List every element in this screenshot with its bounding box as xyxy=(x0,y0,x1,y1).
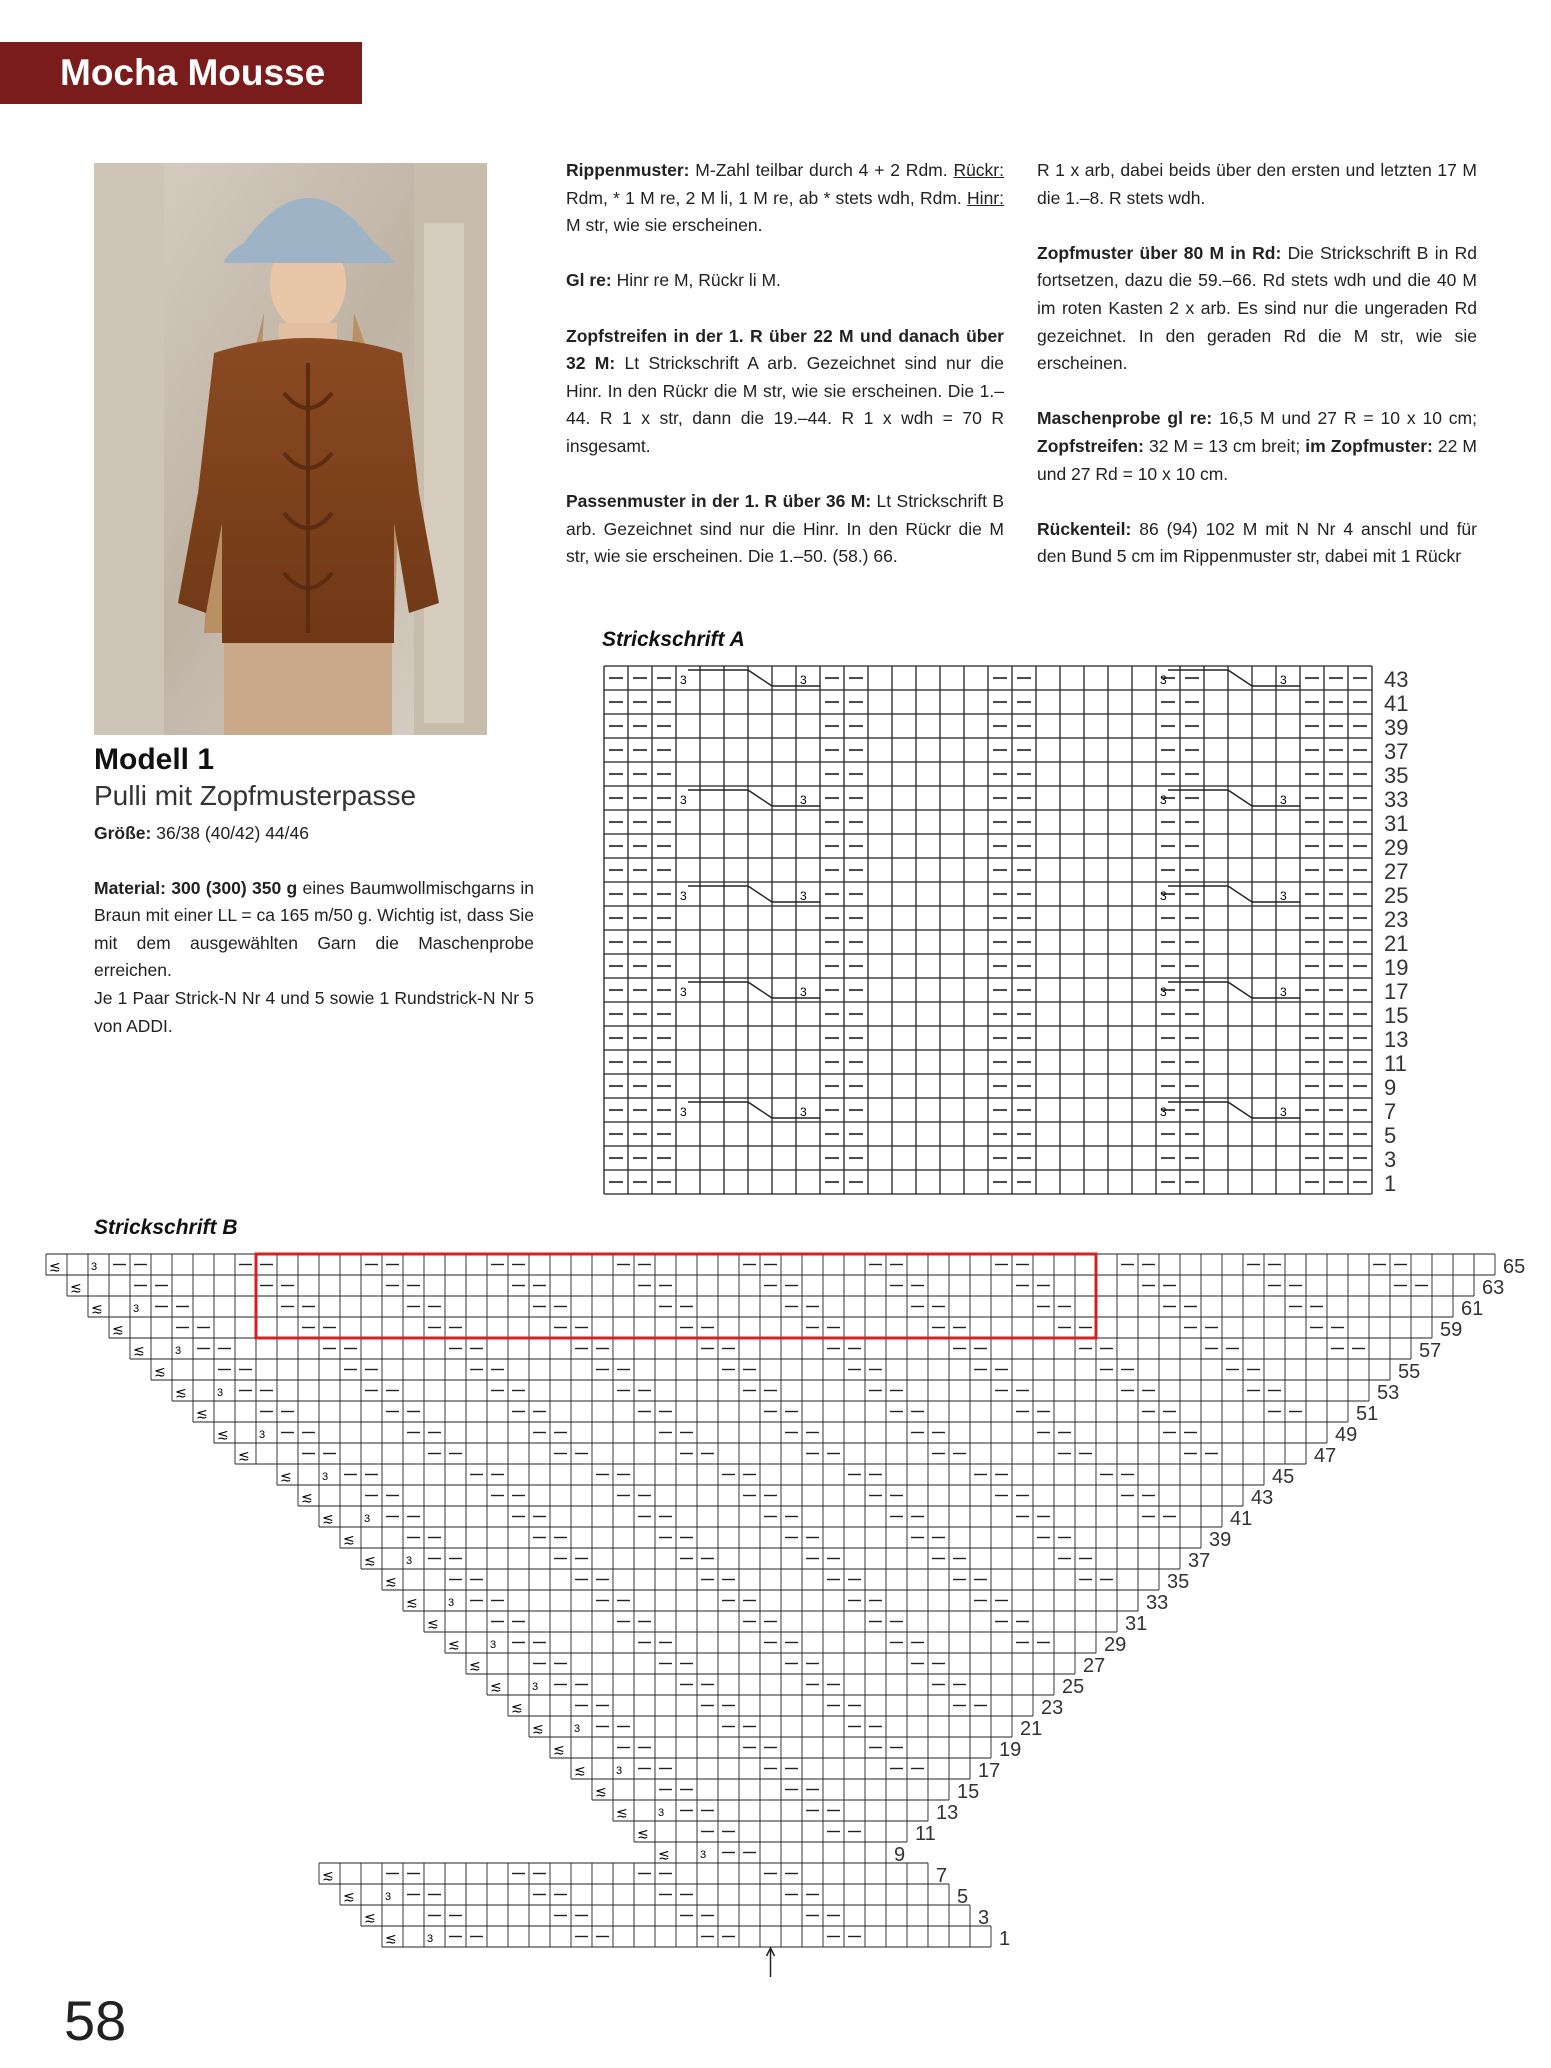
decrease-symbol: ≲ xyxy=(385,1931,397,1947)
chart-a-row-label: 1 xyxy=(1384,1171,1397,1196)
zopfmuster-text: Die Strickschrift B in Rd fortsetzen, dazu die 59.–66. Rd stets wdh und die 40 M im roten Kasten 2 x arb. Es sind nur die ungeraden Rd gezeichnet. In den geraden Rd die M str, wie sie erscheinen. xyxy=(1037,242,1478,374)
decrease-symbol: ≲ xyxy=(658,1847,670,1863)
cable-label: 3 xyxy=(532,1681,539,1693)
chart-a-grid xyxy=(604,666,1372,1194)
cable-label: 3 xyxy=(1280,793,1287,807)
passen-label: Passenmuster in der 1. R über 36 M: xyxy=(566,491,872,512)
cable-label: 3 xyxy=(574,1723,581,1735)
decrease-symbol: ≲ xyxy=(49,1259,61,1275)
cable-label: 3 xyxy=(259,1429,266,1441)
cable-label: 3 xyxy=(680,793,687,807)
cable-label: 3 xyxy=(133,1303,140,1315)
zopfstreifen2-label: Zopfstreifen: xyxy=(1037,435,1144,456)
cable-label: 3 xyxy=(406,1555,413,1567)
cable-label: 3 xyxy=(680,985,687,999)
chart-a-row-label: 3 xyxy=(1384,1147,1397,1172)
ruecken-label: Rückenteil: xyxy=(1037,518,1132,539)
decrease-symbol: ≲ xyxy=(133,1343,145,1359)
cable-label: 3 xyxy=(1280,985,1287,999)
decrease-symbol: ≲ xyxy=(490,1679,502,1695)
zopfstreifen2-text: 32 M = 13 cm breit; xyxy=(1143,435,1306,456)
cable-label: 3 xyxy=(680,889,687,903)
size-value: 36/38 (40/42) 44/46 xyxy=(151,823,309,843)
rippen-text2: Rdm, * 1 M re, 2 M li, 1 M re, ab * stets wdh, Rdm. xyxy=(566,187,968,208)
decrease-symbol: ≲ xyxy=(112,1322,124,1338)
passen-text: Lt Strickschrift B arb. Gezeichnet sind nur die Hinr. In den Rückr die M str, wie sie erscheinen. Die 1.–50. (58.) 66. xyxy=(566,491,1004,567)
chart-b-row-label: 35 xyxy=(1167,1571,1190,1593)
instructions-column-1 xyxy=(566,157,1004,599)
page-number: 58 xyxy=(64,1989,127,2052)
decrease-symbol: ≲ xyxy=(448,1637,460,1653)
chart-a-row-label: 5 xyxy=(1384,1123,1397,1148)
chart-b-row-label: 33 xyxy=(1146,1592,1169,1614)
cable-label: 3 xyxy=(800,673,807,687)
material-text: eines Baumwollmischgarns in Braun mit einer LL = ca 165 m/50 g. Wichtig ist, dass Sie mit dem ausgewählten Garn die Maschenprobe erreichen. xyxy=(94,877,534,981)
decrease-symbol: ≲ xyxy=(637,1826,649,1842)
chart-b-row-label: 17 xyxy=(978,1760,1001,1782)
decrease-symbol: ≲ xyxy=(553,1742,565,1758)
rippen-label: Rippenmuster: xyxy=(566,160,690,180)
model-info xyxy=(94,742,534,1040)
chart-a-row-label: 43 xyxy=(1384,667,1409,692)
decrease-symbol: ≲ xyxy=(511,1700,523,1716)
rippen-text: M-Zahl teilbar durch 4 + 2 Rdm. xyxy=(689,160,954,180)
material-label: Material: 300 (300) 350 g xyxy=(94,877,298,898)
chart-b-row-label: 13 xyxy=(936,1802,959,1824)
rippen-rueckr: Rückr: xyxy=(953,160,1004,180)
chart-b-row-label: 25 xyxy=(1062,1676,1085,1698)
chart-a-row-label: 17 xyxy=(1384,979,1409,1004)
cable-label: 3 xyxy=(490,1639,497,1651)
chart-a-row-label: 23 xyxy=(1384,907,1409,932)
section-banner: Mocha Mousse xyxy=(0,42,362,104)
cable-label: 3 xyxy=(700,1849,707,1861)
cable-label: 3 xyxy=(1160,793,1167,807)
chart-b-row-label: 7 xyxy=(936,1865,948,1887)
chart-a-row-label: 29 xyxy=(1384,835,1409,860)
chart-b-row-label: 19 xyxy=(999,1739,1022,1761)
chart-b-row-label: 51 xyxy=(1356,1403,1379,1425)
decrease-symbol: ≲ xyxy=(322,1868,334,1884)
decrease-symbol: ≲ xyxy=(322,1511,334,1527)
cable-label: 3 xyxy=(364,1513,371,1525)
chart-b-row-label: 43 xyxy=(1251,1487,1274,1509)
chart-b-row-label: 15 xyxy=(957,1781,980,1803)
chart-a-row-label: 7 xyxy=(1384,1099,1397,1124)
decrease-symbol: ≲ xyxy=(343,1532,355,1548)
chart-b-row-label: 5 xyxy=(957,1886,969,1908)
chart-b-row-label: 63 xyxy=(1482,1277,1505,1299)
size-label: Größe: xyxy=(94,823,152,843)
cable-label: 3 xyxy=(91,1261,98,1273)
chart-b-row-label: 39 xyxy=(1209,1529,1232,1551)
cable-label: 3 xyxy=(1160,889,1167,903)
chart-b-row-label: 31 xyxy=(1125,1613,1148,1635)
cable-label: 3 xyxy=(680,1105,687,1119)
cable-label: 3 xyxy=(1280,1105,1287,1119)
decrease-symbol: ≲ xyxy=(385,1574,397,1590)
decrease-symbol: ≲ xyxy=(280,1469,292,1485)
chart-b-grid xyxy=(46,1254,1495,1947)
zopfstreifen-label: Zopfstreifen in der 1. R über 22 M und danach über 32 M: xyxy=(566,325,1004,374)
decrease-symbol: ≲ xyxy=(469,1658,481,1674)
glre-label: Gl re: xyxy=(566,270,612,291)
chart-a-row-label: 25 xyxy=(1384,883,1409,908)
chart-a-row-label: 15 xyxy=(1384,1003,1409,1028)
chart-b-row-label: 29 xyxy=(1104,1634,1127,1656)
decrease-symbol: ≲ xyxy=(427,1616,439,1632)
chart-b-row-label: 3 xyxy=(978,1907,990,1929)
chart-a-row-label: 13 xyxy=(1384,1027,1409,1052)
size-line xyxy=(94,820,534,848)
cable-label: 3 xyxy=(800,1105,807,1119)
rippen-text3: M str, wie sie erscheinen. xyxy=(566,215,763,236)
chart-b-row-label: 57 xyxy=(1419,1340,1442,1362)
chart-a-row-label: 39 xyxy=(1384,715,1409,740)
decrease-symbol: ≲ xyxy=(532,1721,544,1737)
chart-a-row-label: 37 xyxy=(1384,739,1409,764)
zopfmuster-label: Zopfmuster über 80 M in Rd: xyxy=(1037,242,1282,263)
cable-label: 3 xyxy=(1280,673,1287,687)
cable-label: 3 xyxy=(658,1807,665,1819)
cable-label: 3 xyxy=(385,1891,392,1903)
chart-a xyxy=(600,662,1420,1202)
decrease-symbol: ≲ xyxy=(154,1364,166,1380)
cable-label: 3 xyxy=(427,1933,434,1945)
chart-b-row-label: 41 xyxy=(1230,1508,1253,1530)
cable-label: 3 xyxy=(1160,985,1167,999)
maschenprobe-paragraph xyxy=(1037,405,1477,488)
rueckenteil-paragraph xyxy=(1037,516,1477,571)
decrease-symbol: ≲ xyxy=(91,1301,103,1317)
ruecken-text: 86 (94) 102 M mit N Nr 4 anschl und für den Bund 5 cm im Rippenmuster str, dabei mit 1 Rückr xyxy=(1037,518,1477,567)
rippenmuster-paragraph xyxy=(566,157,1004,240)
glre-paragraph xyxy=(566,267,1004,295)
cable-label: 3 xyxy=(1160,1105,1167,1119)
chart-b-row-label: 47 xyxy=(1314,1445,1337,1467)
chart-b-row-label: 23 xyxy=(1041,1697,1064,1719)
cable-label: 3 xyxy=(1280,889,1287,903)
model-photo xyxy=(94,163,487,735)
decrease-symbol: ≲ xyxy=(301,1490,313,1506)
needles-text: Je 1 Paar Strick-N Nr 4 und 5 sowie 1 Rundstrick-N Nr 5 von ADDI. xyxy=(94,987,534,1036)
chart-b-row-label: 49 xyxy=(1335,1424,1358,1446)
cable-label: 3 xyxy=(680,673,687,687)
zopfstreifen-text: Lt Strickschrift A arb. Gezeichnet sind nur die Hinr. In den Rückr die M str, wie sie erscheinen. Die 1.–44. R 1 x str, dann die 19.–44. R 1 x wdh = 70 R insgesamt. xyxy=(566,353,1004,456)
chart-b-row-label: 59 xyxy=(1440,1319,1463,1341)
decrease-symbol: ≲ xyxy=(343,1889,355,1905)
chart-a-row-label: 11 xyxy=(1384,1051,1407,1076)
cable-label: 3 xyxy=(217,1387,224,1399)
cable-label: 3 xyxy=(800,793,807,807)
zopfstreifen-paragraph xyxy=(566,323,1004,461)
decrease-symbol: ≲ xyxy=(364,1910,376,1926)
cable-label: 3 xyxy=(1160,673,1167,687)
chart-b-row-label: 45 xyxy=(1272,1466,1295,1488)
decrease-symbol: ≲ xyxy=(70,1280,82,1296)
chart-b-row-label: 27 xyxy=(1083,1655,1106,1677)
cable-label: 3 xyxy=(616,1765,623,1777)
decrease-symbol: ≲ xyxy=(406,1595,418,1611)
glre-text: Hinr re M, Rückr li M. xyxy=(611,270,781,291)
model-subtitle: Pulli mit Zopfmusterpasse xyxy=(94,780,417,811)
chart-a-row-label: 31 xyxy=(1384,811,1409,836)
chart-a-row-label: 19 xyxy=(1384,955,1409,980)
maschen-text: 16,5 M und 27 R = 10 x 10 cm; xyxy=(1212,408,1477,429)
chart-b-row-label: 65 xyxy=(1503,1256,1526,1278)
decrease-symbol: ≲ xyxy=(196,1406,208,1422)
cable-label: 3 xyxy=(800,985,807,999)
chart-b-row-label: 55 xyxy=(1398,1361,1421,1383)
chart-b-row-label: 9 xyxy=(894,1844,906,1866)
chart-a-row-label: 27 xyxy=(1384,859,1409,884)
decrease-symbol: ≲ xyxy=(364,1553,376,1569)
decrease-symbol: ≲ xyxy=(238,1448,250,1464)
model-title: Modell 1 xyxy=(94,743,215,776)
chart-a-row-label: 33 xyxy=(1384,787,1409,812)
cable-label: 3 xyxy=(448,1597,455,1609)
chart-a-title: Strickschrift A xyxy=(602,628,745,651)
passen-paragraph xyxy=(566,488,1004,571)
decrease-symbol: ≲ xyxy=(175,1385,187,1401)
chart-b-row-label: 1 xyxy=(999,1928,1011,1950)
cable-label: 3 xyxy=(800,889,807,903)
chart-a-row-label: 35 xyxy=(1384,763,1409,788)
material-paragraph xyxy=(94,875,534,1041)
chart-b xyxy=(40,1250,1526,1990)
imzopf-label: im Zopfmuster: xyxy=(1305,435,1433,456)
cable-label: 3 xyxy=(175,1345,182,1357)
photo-illustration xyxy=(94,163,487,735)
chart-a-row-label: 21 xyxy=(1384,931,1409,956)
chart-b-row-label: 11 xyxy=(915,1823,936,1845)
continuation-text: R 1 x arb, dabei beids über den ersten und letzten 17 M die 1.–8. R stets wdh. xyxy=(1037,160,1477,208)
maschen-label: Maschenprobe gl re: xyxy=(1037,408,1213,429)
decrease-symbol: ≲ xyxy=(574,1763,586,1779)
chart-b-row-label: 53 xyxy=(1377,1382,1400,1404)
chart-b-row-label: 61 xyxy=(1461,1298,1484,1320)
zopfmuster-paragraph xyxy=(1037,240,1477,378)
chart-b-row-label: 37 xyxy=(1188,1550,1211,1572)
decrease-symbol: ≲ xyxy=(616,1805,628,1821)
chart-a-row-label: 9 xyxy=(1384,1075,1397,1100)
instructions-column-2 xyxy=(1037,157,1477,599)
rippen-hinr: Hinr: xyxy=(967,187,1004,208)
decrease-symbol: ≲ xyxy=(595,1784,607,1800)
chart-b-row-label: 21 xyxy=(1020,1718,1043,1740)
imzopf-text: 22 M und 27 Rd = 10 x 10 cm. xyxy=(1037,435,1477,484)
chart-b-title: Strickschrift B xyxy=(94,1216,238,1239)
continuation-paragraph xyxy=(1037,157,1477,212)
decrease-symbol: ≲ xyxy=(217,1427,229,1443)
cable-label: 3 xyxy=(322,1471,329,1483)
chart-a-row-label: 41 xyxy=(1384,691,1409,716)
